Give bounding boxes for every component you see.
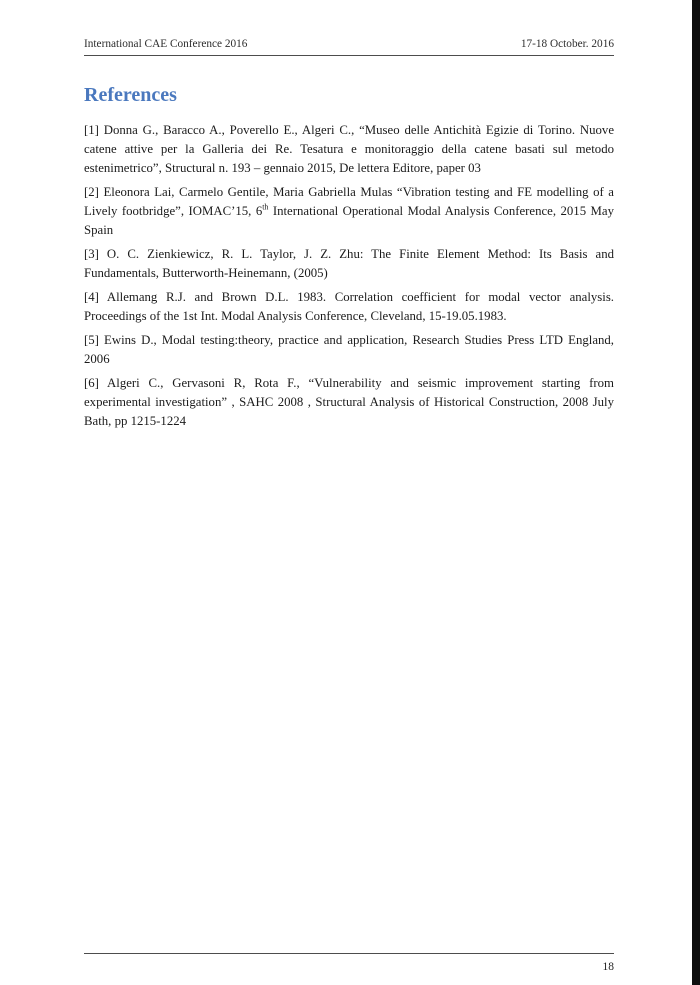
reference-text: [6] Algeri C., Gervasoni R, Rota F., “Vulnerability and seismic improvement starting from experimental investigation” , SAHC 2008 , Structural Analysis of Historical Construction, 2008 July Bath, pp 1215-1224 bbox=[84, 376, 614, 428]
reference-item-4 bbox=[84, 288, 614, 326]
references-heading: References bbox=[84, 84, 177, 106]
header-conference-title: International CAE Conference 2016 bbox=[84, 38, 248, 50]
header-date: 17-18 October. 2016 bbox=[520, 38, 614, 50]
reference-item-3 bbox=[84, 245, 614, 283]
reference-text: [5] Ewins D., Modal testing:theory, practice and application, Research Studies Press LTD England, 2006 bbox=[84, 333, 614, 366]
reference-item-6 bbox=[84, 374, 614, 431]
scan-edge-shadow bbox=[692, 0, 700, 985]
reference-text: [1] Donna G., Baracco A., Poverello E., Algeri C., “Museo delle Antichità Egizie di Torino. Nuove catene attive per la Galleria dei Re. Tesatura e monitoraggio della catene basati sul metodo estenimetrico”, Structural n. 193 – gennaio 2015, De lettera Editore, paper 03 bbox=[84, 123, 614, 175]
page-number: 18 bbox=[602, 961, 614, 973]
page-header bbox=[84, 38, 614, 56]
reference-text: [3] O. C. Zienkiewicz, R. L. Taylor, J. Z. Zhu: The Finite Element Method: Its Basis and Fundamentals, Butterworth-Heinemann, (2005) bbox=[84, 247, 614, 280]
reference-item-2 bbox=[84, 183, 614, 240]
reference-text: [2] Eleonora Lai, Carmelo Gentile, Maria Gabriella Mulas “Vibration testing and FE modelling of a Lively footbridge”, IOMAC’15, 6 bbox=[84, 185, 614, 218]
reference-item-1 bbox=[84, 121, 614, 178]
page-footer bbox=[84, 953, 614, 973]
reference-item-5 bbox=[84, 331, 614, 369]
ordinal-superscript: th bbox=[262, 202, 269, 212]
reference-text: International Operational Modal Analysis Conference, 2015 May Spain bbox=[84, 204, 614, 237]
page-content bbox=[84, 0, 614, 436]
reference-text: [4] Allemang R.J. and Brown D.L. 1983. Correlation coefficient for modal vector analysis. Proceedings of the 1st Int. Modal Analysis Conference, Cleveland, 15-19.05.1983. bbox=[84, 290, 614, 323]
